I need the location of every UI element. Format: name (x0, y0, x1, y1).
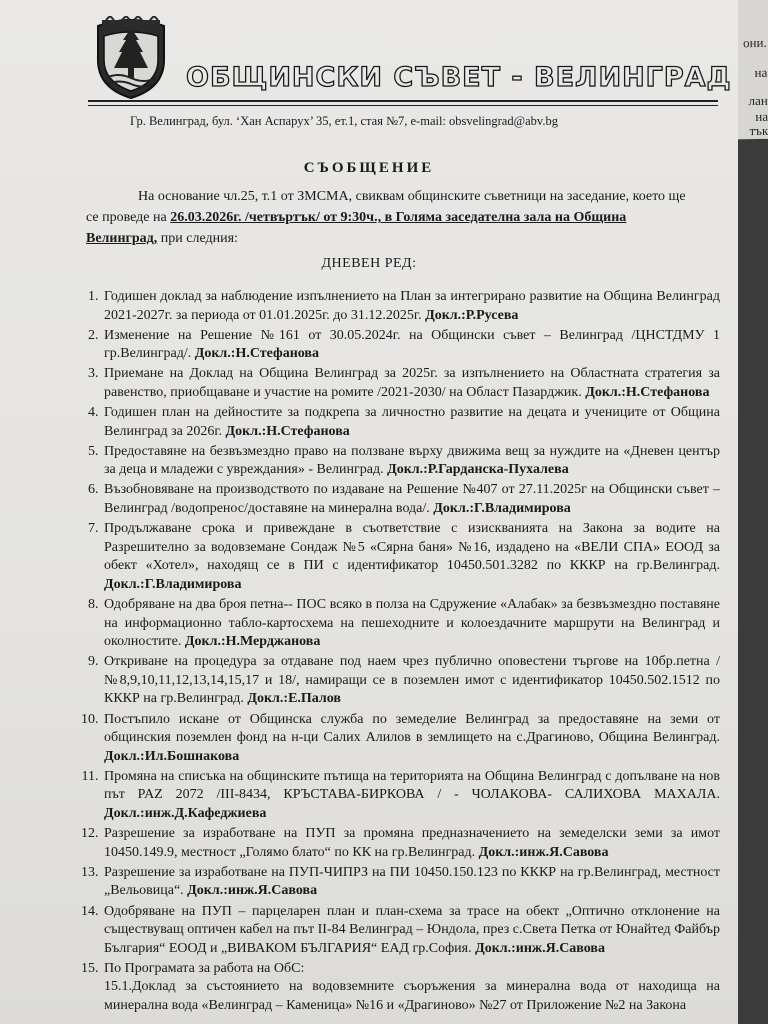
agenda-item-text: По Програмата за работа на ОбС: (104, 960, 305, 976)
agenda-list (78, 288, 720, 1017)
agenda-item (102, 443, 720, 480)
agenda-item-text: Продължаване срока и привеждане в съответствие с изискванията на Закона за водите на Разрешително за водовземане Сондаж №5 «Сярна баня» №16, издадено на «ВЕЛИ СПА» ЕООД за обект «Хотел», находящ се в ПИ с идентификатор 10450.501.3282 по КККР на гр.Велинград. (104, 521, 720, 574)
agenda-item (102, 653, 720, 709)
agenda-item-text: Промяна на списъка на общинските пътища на територията на Община Велинград с допълване на нов път PAZ 2072 /III-8434, КРЪСТАВА-БИРКОВА / - ЧОЛАКОВА- САЛИХОВА МАХАЛА. (104, 768, 720, 803)
agenda-item-text: Постъпило искане от Общинска служба по земеделие Велинград за предоставяне на земи от общинския поземлен фонд на н-ци Салих Алилов в землището на с.Драгиново, Община Велинград. (104, 711, 720, 746)
side-fragment: лан (748, 92, 768, 109)
agenda-item (102, 596, 720, 652)
agenda-item-rapporteur: Докл.:Н.Стефанова (194, 346, 319, 362)
agenda-item-rapporteur: Докл.:инж.Я.Савова (187, 883, 318, 899)
agenda-item-text: Разрешение за изработване на ПУП за промяна предназначението на земеделски земи за имот 10450.149.9, местност „Голямо блато“ по КК на гр.Велинград. (104, 826, 720, 860)
agenda-item-rapporteur: Докл.:Н.Стефанова (585, 384, 710, 400)
agenda-item (102, 481, 720, 518)
meeting-datetime-place: 26.03.2026г. /четвъртък/ от 9:30ч., в Голяма заседателна зала на Община Велинград, (86, 210, 627, 246)
intro-paragraph (86, 186, 698, 249)
agenda-item-text: Разрешение за изработване на ПУП-ЧИПРЗ на ПИ 10450.150.123 по КККР на гр.Велинград, местност „Вельовица“. (104, 864, 720, 899)
side-fragment: на (755, 108, 768, 125)
agenda-item-rapporteur: Докл.:инж.Я.Савова (475, 940, 605, 956)
agenda-item (102, 711, 720, 767)
agenda-item-rapporteur: Докл.:Г.Владимирова (433, 501, 571, 517)
side-fragment: тък (749, 122, 768, 139)
agenda-item-rapporteur: Докл.:Р.Русева (425, 307, 519, 323)
agenda-item (102, 520, 720, 594)
agenda-item-rapporteur: Докл.:Р.Гарданска-Пухалева (387, 462, 569, 478)
header-rule-thin (88, 105, 718, 106)
agenda-heading: ДНЕВЕН РЕД: (321, 256, 417, 271)
agenda-item (102, 825, 720, 862)
agenda-item-text: Възобновяване на производството по издаване на Решение №407 от 27.11.2025г на Общински съвет – Велинград /водопренос/доставяне на минерална вода/. (104, 482, 720, 517)
intro-tail: при следния: (157, 231, 238, 246)
agenda-item-rapporteur: Докл.:инж.Д.Кафеджиева (104, 806, 267, 822)
agenda-item-rapporteur: Докл.:Н.Стефанова (225, 423, 350, 439)
agenda-item (102, 903, 720, 959)
agenda-item-rapporteur: Докл.:Е.Палов (247, 691, 341, 707)
agenda-item-text: Изменение на Решение №161 от 30.05.2024г. на Общински съвет – Велинград /ЦНСТДМУ 1 гр.Велинград/. (104, 327, 720, 362)
agenda-item (102, 327, 720, 364)
agenda-item-text: Откриване на процедура за отдаване под наем чрез публично оповестени търгове на 10бр.петна /№8,9,10,11,12,13,14,15,17 и 18/, намиращи се в поземлен имот с идентификатор 10450.502.1512 по КККР на гр.Велинград. (104, 654, 720, 707)
agenda-item-rapporteur: Докл.:Г.Владимирова (104, 576, 242, 592)
agenda-item-text: Предоставяне на безвъзмездно право на ползване върху движима вещ за нуждите на «Дневен център за деца и младежи с увреждания» - Велинград. (104, 443, 720, 478)
agenda-item-rapporteur: Докл.:инж.Я.Савова (478, 844, 609, 860)
agenda-item (102, 365, 720, 402)
agenda-item-text: Годишен план на дейностите за подкрепа за личностно развитие на децата и учениците от Община Велинград за 2026г. (104, 405, 720, 439)
council-title: ОБЩИНСКИ СЪВЕТ - ВЕЛИНГРАД (186, 62, 732, 93)
agenda-item-text: Одобряване на ПУП – парцеларен план и план-схема за трасе на обект „Оптично отклонение на съществуващ оптичен кабел на път II-84 Велинград – Юндола, през с.Света Петка от Юнайтед Файбър България“ ЕООД и „ВИВАКОМ БЪЛГАРИЯ“ ЕАД гр.София. (104, 903, 720, 956)
intro-text: На основание чл.25, т.1 от ЗМСМА, свиквам общинските съветници на заседание, което ще се проведе на (86, 189, 686, 225)
agenda-item-text: Одобряване на два броя петна-- ПОС всяко в полза на Сдружение «Алабак» за безвъзмездно поставяне на информационно табло-картосхема на пешеходните и колоездачните маршрути на Велинград и околностите. (104, 597, 720, 650)
agenda-item (102, 404, 720, 441)
sub-item-text: Доклад за състоянието на водовземните съоръжения за минерална вода от находища на минерална вода «Велинград – Каменица» №16 и «Драгиново» №27 от Приложение №2 на Закона (104, 979, 720, 1013)
agenda-item (102, 960, 720, 1016)
agenda-item (102, 768, 720, 824)
agenda-sub-item (104, 978, 720, 1015)
side-fragment: на (754, 64, 768, 81)
agenda-item (102, 864, 720, 901)
agenda-item-text: Приемане на Доклад на Община Велинград за 2025г. за изпълнението на Областната стратегия за равенство, приобщаване и участие на ромите /2021-2030/ на Област Пазарджик. (104, 366, 720, 400)
agenda-item (102, 288, 720, 325)
sub-item-number: 15.1. (104, 979, 132, 995)
agenda-item-rapporteur: Докл.:Н.Мерджанова (184, 634, 321, 650)
council-address: Гр. Велинград, бул. ‘Хан Аспарух’ 35, ет.1, стая №7, e-mail: obsvelingrad@abv.bg (130, 114, 558, 128)
document-title: СЪОБЩЕНИЕ (303, 160, 435, 176)
velingrad-coat-of-arms-icon (92, 16, 170, 100)
side-fragment: они. (742, 34, 767, 51)
header-rule (88, 100, 718, 102)
agenda-item-rapporteur: Докл.:Ил.Бошнакова (104, 748, 240, 764)
agenda-item-text: Годишен доклад за наблюдение изпълнението на План за интегрирано развитие на Община Велинград 2021-2027г. за периода от 01.01.2025г. до 31.12.2025г. (104, 289, 720, 323)
